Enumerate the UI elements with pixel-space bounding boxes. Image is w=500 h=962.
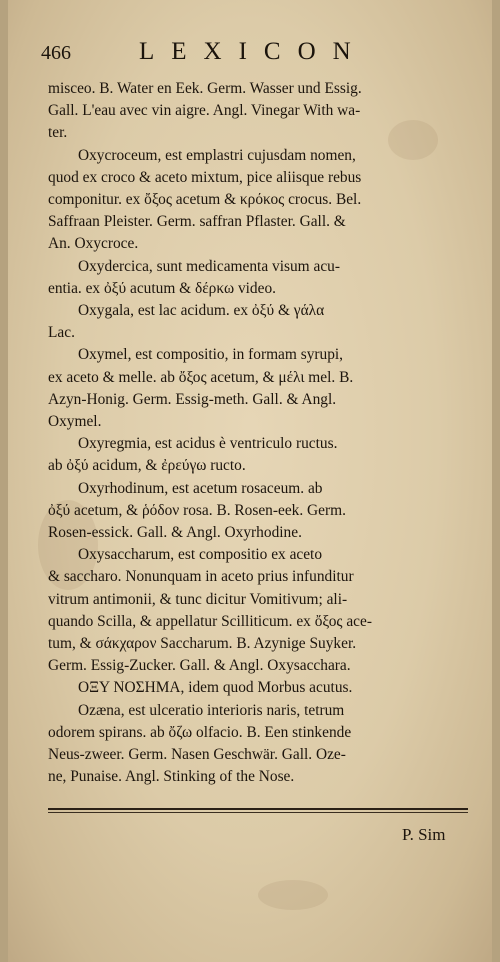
text-line: ex aceto & melle. ab ὄξος acetum, & μέλι mel. B. (48, 368, 354, 386)
text-line: Azyn-Honig. Germ. Essig-meth. Gall. & Angl. (48, 390, 337, 408)
text-line: ter. (48, 124, 68, 142)
entry-heading-line: Oxygala, est lac acidum. ex ὀξύ & γάλα (78, 302, 325, 320)
entry-heading-line: Oxyregmia, est acidus è ventriculo ructus. (78, 435, 338, 453)
text-line: Neus-zweer. Germ. Nasen Geschwär. Gall. Oze- (48, 746, 346, 764)
entry-heading-line: Oxycroceum, est emplastri cujusdam nomen, (78, 146, 356, 164)
entry-heading-line: Oxymel, est compositio, in formam syrupi, (78, 346, 344, 364)
page-header (41, 38, 481, 68)
text-line: quando Scilla, & appellatur Scilliticum. ex ὄξος ace- (48, 612, 372, 630)
text-line: entia. ex ὀξύ acutum & δέρκω video. (48, 279, 277, 297)
text-line: Oxymel. (48, 413, 102, 431)
text-line: & saccharo. Nonunquam in aceto prius infunditur (48, 568, 354, 586)
text-line: misceo. B. Water en Eek. Germ. Wasser und Essig. (48, 80, 362, 97)
text-line: ne, Punaise. Angl. Stinking of the Nose. (48, 768, 295, 786)
text-line: ὀξύ acetum, & ῥόδον rosa. B. Rosen-eek. Germ. (48, 501, 346, 519)
catchword: P. Sim (402, 825, 446, 844)
entry-heading-line: Ozæna, est ulceratio interioris naris, tetrum (78, 701, 345, 719)
text-line: tum, & σάκχαρον Saccharum. B. Azynige Suyker. (48, 635, 357, 653)
text-line: Gall. L'eau avec vin aigre. Angl. Vinegar With wa- (48, 102, 361, 120)
running-head: LEXICON (139, 38, 368, 65)
entry-heading-line: ΟΞΥ ΝΟΣΗΜΑ, idem quod Morbus acutus. (78, 679, 353, 697)
text-line: odorem spirans. ab ὄζω olfacio. B. Een stinkende (48, 723, 352, 741)
text-line: Germ. Essig-Zucker. Gall. & Angl. Oxysacchara. (48, 657, 351, 675)
lexicon-text (48, 78, 468, 789)
text-line: quod ex croco & aceto mixtum, pice aliisque rebus (48, 168, 362, 186)
text-line: Saffraan Pleister. Germ. saffran Pflaster. Gall. & (48, 213, 346, 231)
text-line: ab ὀξύ acidum, & ἐρεύγω ructo. (48, 457, 246, 475)
entry-heading-line: Oxysaccharum, est compositio ex aceto (78, 546, 323, 564)
text-line: Lac. (48, 324, 75, 342)
page-number: 466 (41, 42, 71, 64)
book-page (8, 0, 492, 962)
paper-stain (258, 880, 328, 910)
text-line: componitur. ex ὄξος acetum & κρόκος crocus. Bel. (48, 191, 362, 209)
text-line: An. Oxycroce. (48, 235, 139, 253)
text-line: vitrum antimonii, & tunc dicitur Vomitivum; ali- (48, 590, 348, 608)
footer-rule-thin (48, 812, 468, 813)
text-line: Rosen-essick. Gall. & Angl. Oxyrhodine. (48, 524, 302, 542)
footer-rule (48, 808, 468, 810)
entry-heading-line: Oxyrhodinum, est acetum rosaceum. ab (78, 479, 323, 497)
entry-heading-line: Oxydercica, sunt medicamenta visum acu- (78, 257, 340, 275)
